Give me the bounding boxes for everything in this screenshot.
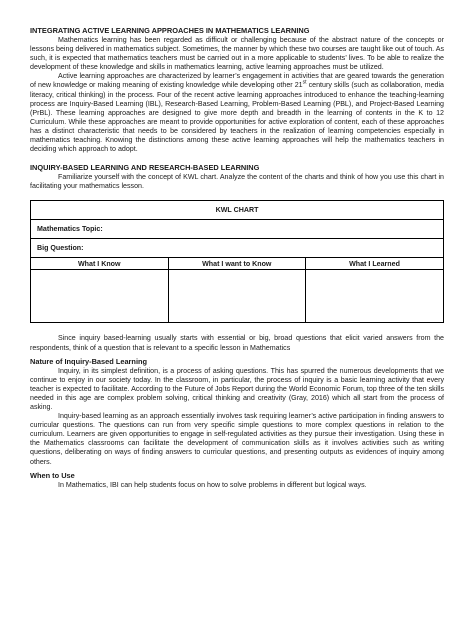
kwl-big-question-label: Big Question: xyxy=(31,239,444,258)
section-heading-inquiry-research: INQUIRY-BASED LEARNING AND RESEARCH-BASED LEARNING xyxy=(30,163,260,173)
kwl-column-what-i-know: What I Know xyxy=(31,258,169,270)
section-heading-active-learning: INTEGRATING ACTIVE LEARNING APPROACHES IN MATHEMATICS LEARNING xyxy=(30,26,310,35)
kwl-chart-title: KWL CHART xyxy=(31,201,444,220)
kwl-cell-want xyxy=(168,270,306,323)
paragraph-inquiry-definition: Inquiry, in its simplest definition, is a process of asking questions. This has spurred the numerous developments that we continue to enjoy in our society today. In the classroom, in particular, the process of inquiry is a basic learning activity that every teacher is expected to facilitate. According to the Future of Jobs Report during the World Economic Forum, top three of the ten skills needed in this age are complex problem solving, critical thinking and creativity (Gray, 2016) which all start from the process of asking. xyxy=(30,366,444,411)
section-heading-when-to-use: When to Use xyxy=(30,470,75,480)
paragraph-text-part1: Active learning approaches are characterized by learner’s engagement in activities that are geared towards the generation of new knowledge or making meaning of existing knowledge while developing other 21 xyxy=(30,72,444,90)
superscript-st: st xyxy=(302,80,307,87)
paragraph-active-learning-approaches xyxy=(30,72,444,154)
section-heading-nature-of-ibl: Nature of Inquiry-Based Learning xyxy=(30,356,148,366)
kwl-chart-table xyxy=(30,200,444,323)
paragraph-math-learning: Mathematics learning has been regarded as difficult or challenging because of the abstract nature of the concepts or lessons being delivered in mathematics subject. Sometimes, the manner by which these two courses are taught like out of touch. As such, it is expected that mathematics teachers must be carried out in a more applicable to students’ lives. To be able to realize the development of these knowledge and skills in mathematics learning, active learning approaches must be utilized. xyxy=(30,36,444,72)
kwl-cell-learned xyxy=(306,270,444,323)
spacer xyxy=(30,154,444,163)
document-page xyxy=(30,26,444,490)
paragraph-big-question: Since inquiry based-learning usually starts with essential or big, broad questions that elicit varied answers from the respondents, think of a question that is relevant to a specific lesson in Mathematics xyxy=(30,334,444,352)
kwl-column-what-i-learned: What I Learned xyxy=(306,258,444,270)
paragraph-text-part2: century skills (such as collaboration, media literacy, critical thinking) in the process. Four of the recent active learning approaches introduced to enhance the teaching-learning process are Inquiry-Based Learning (IBL), Research-Based Learning, Problem-Based Learning (PBL), and Project-Based Learning (PrBL). These learning approaches are designed to give more depth and breadth in the learning of contents in the K to 12 Curriculum. While these approaches are meant to provide opportunities for active exploration of content, each of these approaches has a distinct characteristic that needs to be considered by teachers in the realization of learning competencies especially in mathematics teaching. Knowing the distinctions among these active learning approaches will help the mathematics teachers in deciding which approach to adopt. xyxy=(30,81,445,154)
paragraph-ibl-approach: Inquiry-based learning as an approach essentially involves task requiring learner’s active participation in finding answers to curricular questions. The questions can run from very specific simple questions to more complex questions in relation to the curriculum. Learners are given opportunities to engage in self-regulated activities as they pursue their investigation. Using these in the Mathematics classrooms can facilitate the development of communication skills as it involves activities such as writing questions, deliberating on ways of finding answers to curricular questions, and presenting outputs as evidences of inquiry among others. xyxy=(30,412,444,466)
paragraph-kwl-instructions: Familiarize yourself with the concept of KWL chart. Analyze the content of the charts and think of how you use this chart in facilitating your mathematics lesson. xyxy=(30,173,444,191)
kwl-column-what-i-want-to-know: What I want to Know xyxy=(168,258,306,270)
kwl-cell-know xyxy=(31,270,169,323)
spacer xyxy=(30,323,444,334)
kwl-math-topic-label: Mathematics Topic: xyxy=(31,220,444,239)
paragraph-when-to-use: In Mathematics, IBI can help students focus on how to solve problems in different but logical ways. xyxy=(58,480,367,489)
